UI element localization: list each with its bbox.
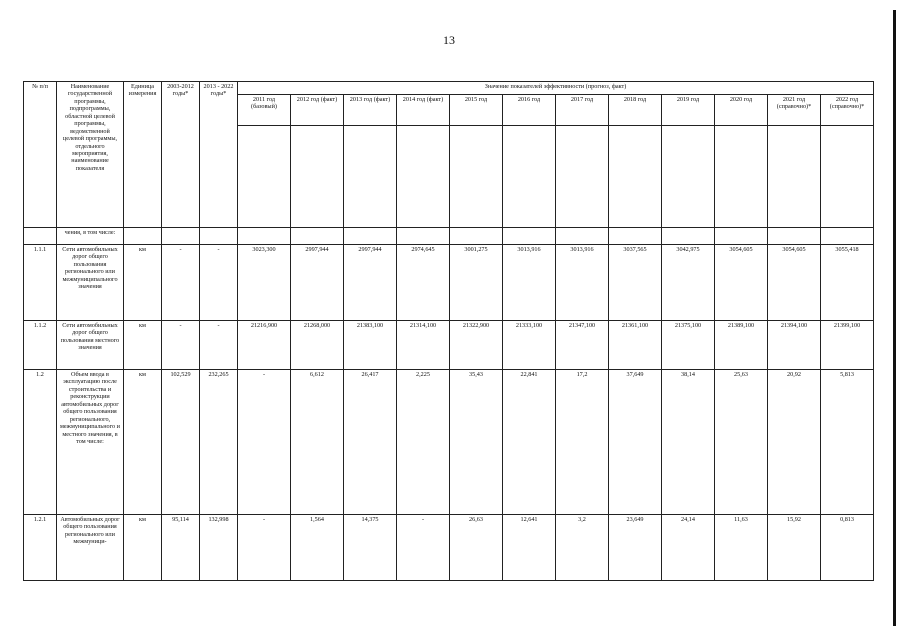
header-num: № п/п [24,82,57,228]
cell-name: Сети автомобильных дорог общего пользования местного значения [57,321,124,370]
cell-value: 3055,418 [821,245,874,321]
table-row [24,228,874,245]
header-year: 2019 год [662,95,715,126]
cell-unit: км [124,245,162,321]
header-empty [609,126,662,228]
cell-value: 20,92 [768,370,821,515]
header-year: 2020 год [715,95,768,126]
cell-num: 1.1.2 [24,321,57,370]
cell-value [821,228,874,245]
cell-value: 15,92 [768,515,821,581]
cell-value: 38,14 [662,370,715,515]
header-year: 2017 год [556,95,609,126]
page-number: 13 [443,33,455,47]
header-empty [450,126,503,228]
header-year: 2014 год (факт) [397,95,450,126]
header-empty [344,126,397,228]
cell-value: 3013,916 [503,245,556,321]
cell-value: 26,63 [450,515,503,581]
cell-value [715,228,768,245]
cell-value: 2974,645 [397,245,450,321]
cell-p2 [200,228,238,245]
table-row [24,370,874,515]
cell-value: 37,649 [609,370,662,515]
cell-value: - [238,515,291,581]
cell-num [24,228,57,245]
cell-value: 2,225 [397,370,450,515]
cell-p1: 102,529 [162,370,200,515]
cell-p1 [162,228,200,245]
table-row [24,321,874,370]
cell-value: 6,612 [291,370,344,515]
cell-value: 3054,605 [715,245,768,321]
header-super: Значение показателей эффективности (прогноз, факт) [238,82,874,95]
cell-value: 21333,100 [503,321,556,370]
cell-name: Объем ввода в эксплуатацию после строительства и реконструкции автомобильных дорог общего пользования регионального, межмуниципального и местного значения, в том числе: [57,370,124,515]
cell-value: 21361,100 [609,321,662,370]
header-empty [556,126,609,228]
cell-value: 3042,975 [662,245,715,321]
cell-value: 21399,100 [821,321,874,370]
header-empty [662,126,715,228]
header-unit: Единица измерения [124,82,162,228]
cell-p1: - [162,245,200,321]
cell-p2: - [200,245,238,321]
cell-value: 3037,565 [609,245,662,321]
cell-value: 23,649 [609,515,662,581]
cell-value: - [397,515,450,581]
header-empty [768,126,821,228]
cell-value: 2997,944 [291,245,344,321]
cell-value: - [238,370,291,515]
header-year: 2011 год (базовый) [238,95,291,126]
table-row [24,245,874,321]
cell-value: 3013,916 [556,245,609,321]
cell-num: 1.2 [24,370,57,515]
header-year: 2022 год (справочно)* [821,95,874,126]
header-period-2003-2012: 2003-2012 годы* [162,82,200,228]
cell-value: 11,63 [715,515,768,581]
header-year: 2015 год [450,95,503,126]
cell-value: 24,14 [662,515,715,581]
cell-num: 1.1.1 [24,245,57,321]
cell-value: 3,2 [556,515,609,581]
cell-value [768,228,821,245]
cell-value: 17,2 [556,370,609,515]
cell-value: 25,63 [715,370,768,515]
header-year: 2018 год [609,95,662,126]
cell-value: 22,841 [503,370,556,515]
cell-value [344,228,397,245]
cell-unit: км [124,515,162,581]
cell-value [291,228,344,245]
right-border-bar [893,10,896,626]
cell-name: Автомобильных дорог общего пользования регионального или межмуници- [57,515,124,581]
cell-value: 12,641 [503,515,556,581]
cell-unit: км [124,370,162,515]
cell-value: 21216,900 [238,321,291,370]
cell-value: 21314,100 [397,321,450,370]
cell-value [556,228,609,245]
cell-value: 5,813 [821,370,874,515]
cell-name: чения, в том числе: [57,228,124,245]
cell-value [238,228,291,245]
cell-name: Сети автомобильных дорог общего пользования регионального или межмуниципального значения [57,245,124,321]
cell-value: 26,417 [344,370,397,515]
cell-value: 3001,275 [450,245,503,321]
cell-num: 1.2.1 [24,515,57,581]
cell-value: 21268,000 [291,321,344,370]
cell-value [397,228,450,245]
cell-value: 2997,944 [344,245,397,321]
cell-value: 21394,100 [768,321,821,370]
header-period-2013-2022: 2013 - 2022 годы* [200,82,238,228]
header-empty [715,126,768,228]
cell-value: 21322,900 [450,321,503,370]
cell-p2: 232,265 [200,370,238,515]
cell-value [609,228,662,245]
cell-value [662,228,715,245]
cell-p1: - [162,321,200,370]
header-empty [821,126,874,228]
cell-unit: км [124,321,162,370]
cell-unit [124,228,162,245]
header-year: 2012 год (факт) [291,95,344,126]
cell-value: 3023,300 [238,245,291,321]
cell-value: 0,813 [821,515,874,581]
header-year: 2016 год [503,95,556,126]
cell-value: 21389,100 [715,321,768,370]
header-year: 2021 год (справочно)* [768,95,821,126]
header-empty [238,126,291,228]
cell-p2: - [200,321,238,370]
cell-value: 1,564 [291,515,344,581]
cell-value: 21383,100 [344,321,397,370]
cell-p2: 132,998 [200,515,238,581]
indicators-table [23,81,874,581]
header-empty [291,126,344,228]
table-row [24,515,874,581]
header-empty [397,126,450,228]
cell-value: 21375,100 [662,321,715,370]
header-year: 2013 год (факт) [344,95,397,126]
header-empty [503,126,556,228]
header-name: Наименование государственной программы, подпрограммы, областной целевой программы, ведомственной целевой программы, отдельного мероприятия, наименование показателя [57,82,124,228]
cell-value [503,228,556,245]
cell-value: 35,43 [450,370,503,515]
cell-value [450,228,503,245]
cell-p1: 95,114 [162,515,200,581]
cell-value: 3054,605 [768,245,821,321]
cell-value: 21347,100 [556,321,609,370]
cell-value: 14,375 [344,515,397,581]
